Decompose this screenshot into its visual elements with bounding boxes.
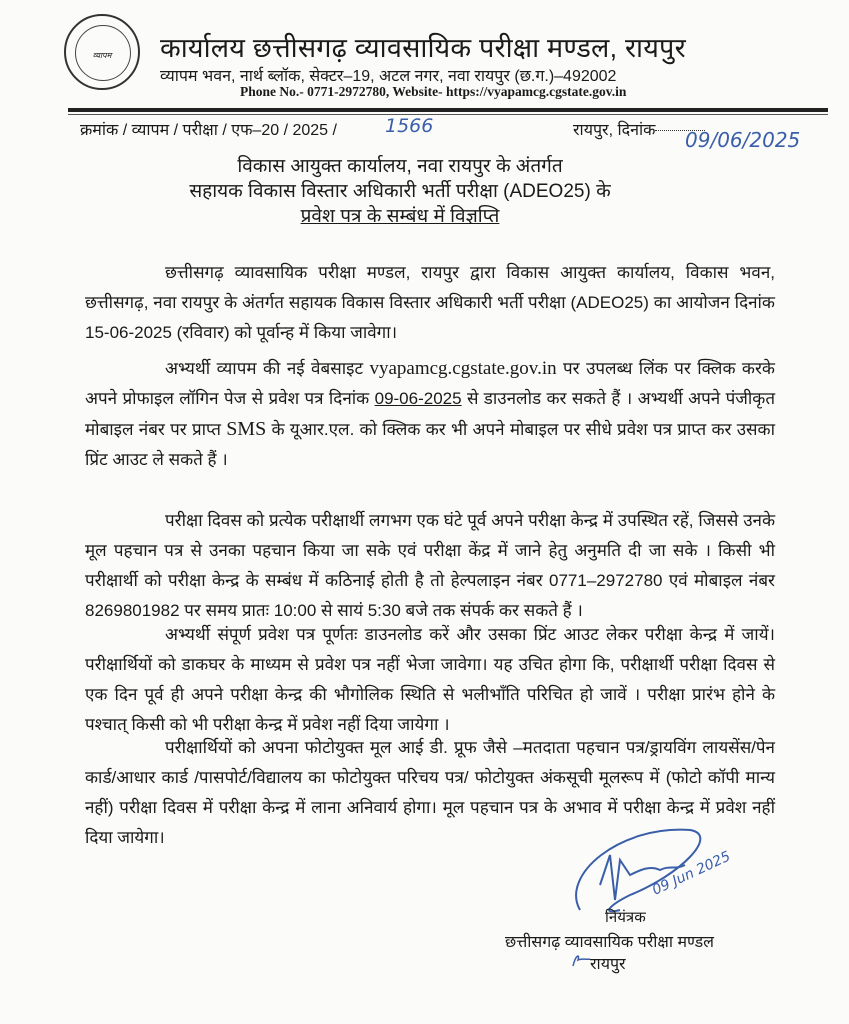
sms-label: SMS <box>226 418 267 440</box>
reference-number: क्रमांक / व्यापम / परीक्षा / एफ–20 / 2025 / <box>80 122 337 139</box>
signature-icon <box>560 815 740 925</box>
initial-mark-icon <box>570 950 592 970</box>
logo-text: व्यापम <box>92 51 112 60</box>
paragraph-reporting-helpline: परीक्षा दिवस को प्रत्येक परीक्षार्थी लगभग एक घंटे पूर्व अपने परीक्षा केन्द्र में उपस्थित रहें, जिससे उनके मूल पहचान पत्र से उनका पहचान किया जा सके एवं परीक्षा केंद्र में जाने हेतु अनुमति दी जा सके । किसी भी परीक्षार्थी को परीक्षा केन्द्र के सम्बंध में कठिनाई होती है तो हेल्पलाइन नंबर 0771–2972780 एवं मोबाइल नंबर 8269801982 पर समय प्रातः 10:00 से सायं 5:30 बजे तक संपर्क कर सकते हैं । <box>85 511 775 620</box>
paragraph-admit-card-download <box>85 354 775 475</box>
paragraph-exam-date: छत्तीसगढ़ व्यावसायिक परीक्षा मण्डल, रायपुर द्वारा विकास आयुक्त कार्यालय, विकास भवन, छत्तीसगढ़, नवा रायपुर के अंतर्गत सहायक विकास विस्तार अधिकारी भर्ती परीक्षा (ADEO25) का आयोजन दिनांक 15-06-2025 (रविवार) को पूर्वान्ह में किया जावेगा। <box>85 263 775 342</box>
heading-line-1: विकास आयुक्त कार्यालय, नवा रायपुर के अंतर्गत <box>237 156 563 177</box>
header-rule-thin <box>68 114 828 115</box>
heading-line-3 <box>0 202 800 228</box>
header-rule <box>68 108 828 112</box>
office-title: कार्यालय छत्तीसगढ़ व्यावसायिक परीक्षा मण्डल, रायपुर <box>160 33 686 63</box>
text: से डाउनलोड कर सकते हैं । अभ्यर्थी अपने पंजीकृत मोबाइल नंबर पर प्राप्त <box>85 389 776 439</box>
notice-subject: प्रवेश पत्र के सम्बंध में विज्ञप्ति <box>300 206 500 227</box>
reference-number-handwritten: 1566 <box>385 115 434 137</box>
text: पर उपलब्ध लिंक पर क्लिक करके अपने प्रोफाइल लॉगिन पेज से प्रवेश पत्र दिनांक <box>85 359 775 408</box>
paragraph-id-proof: परीक्षार्थियों को अपना फोटोयुक्त मूल आई डी. प्रूफ जैसे –मतदाता पहचान पत्र/ड्रायविंग लायसेंस/पेन कार्ड/आधार कार्ड /पासपोर्ट/विद्यालय का फोटोयुक्त परिचय पत्र/ फोटोयुक्त अंकसूची मूलरूप में (फोटो कॉपी मान्य नहीं) परीक्षा दिवस में परीक्षा केन्द्र में लाना अनिवार्य होगा। मूल पहचान पत्र के अभाव में परीक्षा केन्द्र में प्रवेश नहीं दिया जायेगा। <box>85 738 775 847</box>
heading-line-2: सहायक विकास विस्तार अधिकारी भर्ती परीक्षा (ADEO25) के <box>189 181 611 202</box>
signature-date: 09 Jun 2025 <box>649 848 734 899</box>
website-link[interactable]: vyapamcg.cgstate.gov.in <box>369 358 557 379</box>
place-date-label: रायपुर, दिनांक <box>573 122 656 139</box>
office-address: व्यापम भवन, नार्थ ब्लॉक, सेक्टर–19, अटल नगर, नवा रायपुर (छ.ग.)–492002 <box>160 68 617 85</box>
paragraph-print-admit-card: अभ्यर्थी संपूर्ण प्रवेश पत्र पूर्णतः डाउनलोड करें और उसका प्रिंट आउट लेकर परीक्षा केन्द्र में जायें। परीक्षार्थियों को डाकघर के माध्यम से प्रवेश पत्र नहीं भेजा जावेगा। यह उचित होगा कि, परीक्षार्थी परीक्षा दिवस से एक दिन पूर्व ही अपने परीक्षा केन्द्र की भौगोलिक स्थिति से भलीभॉंति परिचित हो जावें । परीक्षा प्रारंभ होने के पश्चात् किसी को भी परीक्षा केन्द्र में प्रवेश नहीं दिया जायेगा । <box>85 625 775 734</box>
download-date: 09-06-2025 <box>374 389 462 408</box>
date-handwritten: 09/06/2025 <box>685 128 801 152</box>
signatory-organization: छत्तीसगढ़ व्यावसायिक परीक्षा मण्डल <box>505 934 715 951</box>
vyapam-logo <box>64 14 140 90</box>
signatory-city: रायपुर <box>590 956 626 973</box>
text: अभ्यर्थी व्यापम की नई वेबसाइट <box>165 359 364 378</box>
text: के यूआर.एल. को क्लिक कर भी अपने मोबाइल पर सीधे प्रवेश पत्र प्राप्त कर उसका प्रिंट आउट ले सकते हैं । <box>85 420 775 469</box>
office-contact: Phone No.- 0771-2972780, Website- https://vyapamcg.cgstate.gov.in <box>240 84 627 99</box>
signatory-designation: नियंत्रक <box>605 909 646 926</box>
